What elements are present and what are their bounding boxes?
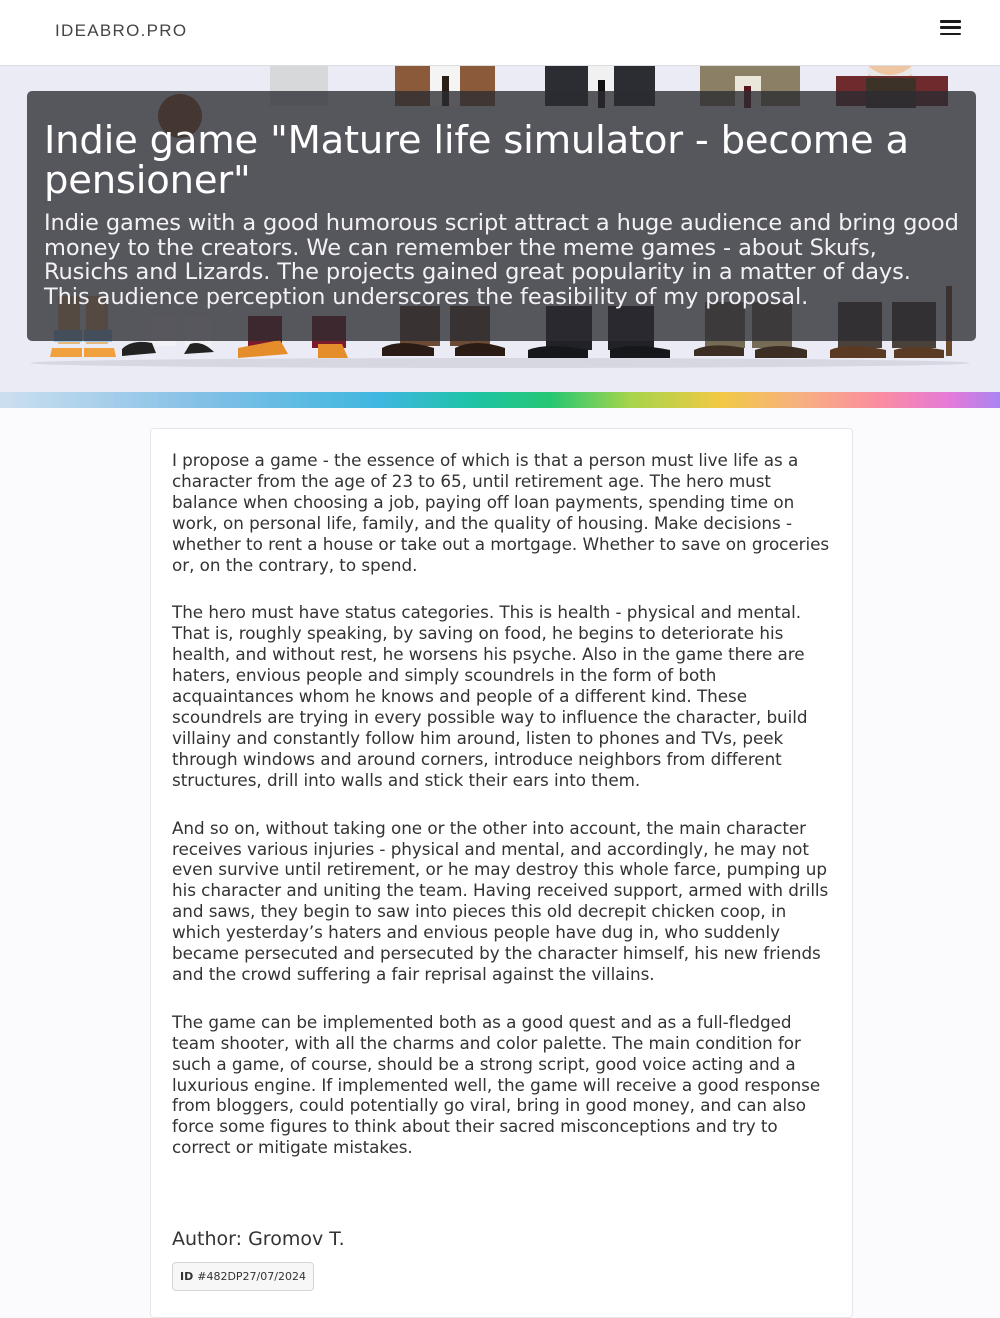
top-navbar [0,0,1000,66]
site-logo[interactable]: IDEABRO.PRO [55,21,188,40]
rainbow-divider [0,392,1000,408]
hero-overlay [27,91,976,341]
hamburger-menu-icon[interactable] [940,20,962,38]
page-title: Indie game "Mature life simulator - become a pensioner" [44,118,909,203]
article-paragraph: And so on, without taking one or the other into account, the main character receives various injuries - physical and mental, and accordingly, he may not even survive until retirement, or he may destroy this whole farce, pumping up his character and uniting the team. Having received support, armed with drills and saws, they begin to saw into pieces this old decrepit chicken coop, in which yesterday’s haters and envious people have dug in, who suddenly became persecuted and persecuted by the character himself, his new friends and the crowd suffering a fair reprisal against the villains. [172,817,829,984]
article-paragraph: The game can be implemented both as a good quest and as a full-fledged team shooter, with all the charms and color palette. The main condition for such a game, of course, should be a strong script, good voice acting and a luxurious engine. If implemented well, the game will receive a good response from bloggers, could potentially go viral, bring in good money, and can also force some figures to think about their sacred misconceptions and try to correct or mitigate mistakes. [172,1011,821,1158]
id-label: ID [180,1270,194,1283]
article-card [150,428,853,1318]
author-line: Author: Gromov T. [172,1228,345,1250]
article-paragraph: I propose a game - the essence of which is that a person must live life as a character from the age of 23 to 65, until retirement age. The hero must balance when choosing a job, paying off loan payments, spending time on work, on personal life, family, and the quality of housing. Make decisions - whether to rent a house or take out a mortgage. Whether to save on groceries or, on the contrary, to spend. [172,450,830,575]
hero-banner [0,66,1000,392]
hero-subtitle: Indie games with a good humorous script attract a huge audience and bring good money to the creators. We can remember the meme games - about Skufs, Rusichs and Lizards. The projects gained great popularity in a matter of days. This audience perception underscores the feasibility of my proposal. [44,210,959,310]
article-paragraph: The hero must have status categories. This is health - physical and mental. That is, roughly speaking, by saving on food, he begins to deteriorate his health, and without rest, he worsens his psyche. Also in the game there are haters, envious people and simply scoundrels in the form of both acquaintances whom he knows and people of a different kind. These scoundrels are trying in every possible way to influence the character, build villainy and constantly follow him around, listen to phones and TVs, peek through windows and around corners, introduce neighbors from different structures, drill into walls and stick their ears into them. [172,602,808,790]
id-badge [172,1262,314,1291]
id-value: #482DP27/07/2024 [197,1270,306,1283]
